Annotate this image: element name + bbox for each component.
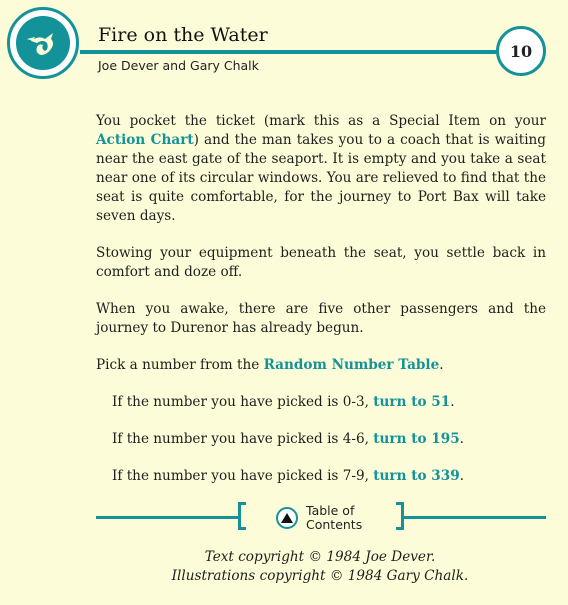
book-title: Fire on the Water (98, 24, 268, 46)
random-number-table-link[interactable]: Random Number Table (263, 357, 440, 373)
paragraph: Pick a number from the Random Number Table. (96, 357, 444, 373)
action-chart-link[interactable]: Action Chart (96, 132, 194, 148)
choice-item: If the number you have picked is 4-6, turn to 195. (112, 431, 464, 447)
title-divider (80, 50, 498, 54)
section-text (96, 112, 546, 504)
choice-item: If the number you have picked is 7-9, turn to 339. (112, 468, 464, 484)
section-number: 10 (496, 26, 546, 76)
toc-label-line: Contents (306, 517, 363, 532)
turn-to-339-link[interactable]: turn to 339 (373, 468, 460, 484)
paragraph: Stowing your equipment beneath the seat, you settle back in comfort and doze off. (96, 245, 546, 280)
footer-bracket-right (396, 502, 404, 530)
footer-divider-left (96, 516, 240, 519)
choice-item: If the number you have picked is 0-3, turn to 51. (112, 394, 455, 410)
illustration-copyright: Illustrations copyright © 1984 Gary Chalk. (171, 568, 469, 584)
paragraph: You pocket the ticket (mark this as a Special Item on your Action Chart) and the man takes you to a coach that is waiting near the east gate of the seaport. It is empty and you take a seat near one of its circular windows. You are relieved to find that the seat is quite comfortable, for the journey to Port Bax will take seven days. (96, 113, 546, 224)
page-header (0, 0, 568, 90)
turn-to-51-link[interactable]: turn to 51 (373, 394, 451, 410)
table-of-contents-link[interactable] (276, 502, 376, 534)
turn-to-195-link[interactable]: turn to 195 (373, 431, 460, 447)
footer-divider-right (404, 516, 546, 519)
toc-label-line: Table of (306, 503, 355, 518)
logo (7, 7, 79, 79)
kai-sun-bird-icon (16, 16, 70, 70)
book-authors: Joe Dever and Gary Chalk (98, 58, 259, 73)
text-copyright: Text copyright © 1984 Joe Dever. (204, 549, 436, 565)
paragraph: When you awake, there are five other passengers and the journey to Durenor has already begun. (96, 301, 546, 336)
copyright-notice (0, 548, 568, 586)
triangle-up-icon (276, 507, 298, 529)
footer-bracket-left (238, 502, 246, 530)
